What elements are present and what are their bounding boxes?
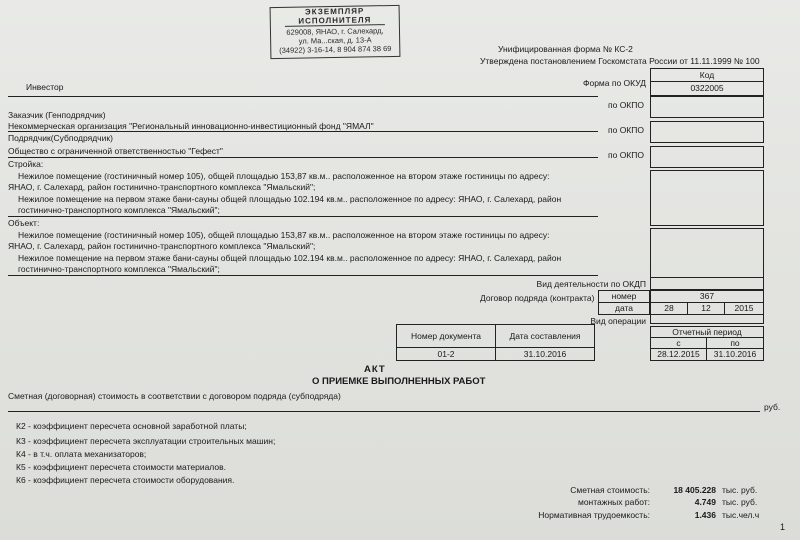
period-to-label: по: [706, 337, 764, 349]
labor-label: Нормативная трудоемкость:: [538, 510, 650, 520]
doc-date-header: Дата составления: [495, 324, 595, 348]
coef-k4: К4 - в т.ч. оплата механизаторов;: [16, 449, 147, 459]
approval-note: Утверждена постановлением Госкомстата России от 11.11.1999 № 100: [480, 56, 760, 66]
coef-k5: К5 - коэффициент пересчета стоимости материалов.: [16, 462, 226, 472]
form-name: Унифицированная форма № КС-2: [498, 44, 633, 54]
construction-item2-line2: гостинично-транспортного комплекса "Ямальский";: [18, 205, 220, 215]
total-cost-label: Сметная стоимость:: [570, 485, 650, 495]
doc-date-value: 31.10.2016: [495, 347, 595, 361]
object-item2-line1: Нежилое помещение на первом этаже бани-сауны общей площадью 102.194 кв.м.. расположенное по адресу: ЯНАО, г. Салехард, район: [18, 253, 562, 263]
estimate-line: [8, 411, 760, 412]
contract-day: 28: [650, 302, 688, 315]
activity-code-box: [650, 277, 764, 290]
period-from-value: 28.12.2015: [650, 348, 707, 361]
act-subtitle: О ПРИЕМКЕ ВЫПОЛНЕННЫХ РАБОТ: [312, 376, 486, 387]
stamp-line-2: ИСПОЛНИТЕЛЯ: [285, 15, 385, 27]
construction-item2-line1: Нежилое помещение на первом этаже бани-сауны общей площадью 102.194 кв.м.. расположенное по адресу: ЯНАО, г. Салехард, район: [18, 194, 562, 204]
okud-label: Форма по ОКУД: [583, 78, 646, 88]
estimate-label: Сметная (договорная) стоимость в соответствии с договором подряда (субподряда): [8, 391, 341, 401]
contract-date-label: дата: [598, 302, 650, 315]
coef-k3: К3 - коэффициент пересчета эксплуатации строительных машин;: [16, 436, 276, 446]
operation-code-box: [650, 314, 764, 324]
construction-label: Стройка:: [8, 159, 44, 169]
contractor-value: Общество с ограниченной ответственностью "Гефест": [8, 146, 223, 156]
okud-code: 0322005: [650, 81, 764, 96]
investor-line: [8, 96, 598, 97]
contract-month: 12: [687, 302, 725, 315]
customer-value: Некоммерческая организация "Региональный инновационно-инвестиционный фонд "ЯМАЛ": [8, 121, 374, 131]
stamp-line-5: (34922) 3-16-14, 8 904 874 38 69: [279, 44, 392, 55]
customer-label: Заказчик (Генподрядчик): [8, 110, 106, 120]
doc-number-header: Номер документа: [396, 324, 496, 348]
code-header: Код: [650, 68, 764, 82]
contract-label: Договор подряда (контракта): [480, 293, 595, 303]
coef-k2: К2 - коэффициент пересчета основной заработной платы;: [16, 421, 247, 431]
labor-value: 1.436: [694, 510, 716, 520]
period-from-label: с: [650, 337, 707, 349]
object-item1-line2: ЯНАО, г. Салехард, район гостинично-транспортного комплекса "Ямальский";: [8, 241, 316, 251]
object-item1-line1: Нежилое помещение (гостиничный номер 105), общей площадью 153,87 кв.м.. расположенное на втором этаже гостиницы по адресу:: [18, 230, 550, 240]
doc-number-value: 01-2: [396, 347, 496, 361]
stamp-line-1: ЭКЗЕМПЛЯР: [304, 6, 365, 17]
object-label: Объект:: [8, 218, 40, 228]
mount-value: 4.749: [694, 497, 716, 507]
investor-okpo-box: [650, 96, 764, 118]
mount-unit: тыс. руб.: [722, 497, 758, 507]
customer-okpo-label: по ОКПО: [608, 125, 644, 135]
act-title: АКТ: [364, 364, 386, 375]
construction-line: [8, 216, 598, 217]
coef-k6: К6 - коэффициент пересчета стоимости оборудования.: [16, 475, 235, 485]
construction-item1-line1: Нежилое помещение (гостиничный номер 105), общей площадью 153,87 кв.м.. расположенное на втором этаже гостиницы по адресу:: [18, 171, 550, 181]
period-to-value: 31.10.2016: [706, 348, 764, 361]
contract-number-label: номер: [598, 290, 650, 303]
activity-label: Вид деятельности по ОКДП: [536, 279, 646, 289]
contract-year: 2015: [724, 302, 764, 315]
investor-okpo-label: по ОКПО: [608, 100, 644, 110]
contractor-line: [8, 157, 598, 158]
stamp-line-3: 629008, ЯНАО, г. Салехард,: [286, 26, 384, 37]
stamp-line-4: ул. Ма...ская, д. 13-А: [298, 35, 372, 46]
contractor-okpo-label: по ОКПО: [608, 150, 644, 160]
contractor-okpo-box: [650, 146, 764, 168]
page-number: 1: [780, 522, 786, 532]
period-header: Отчетный период: [650, 326, 764, 338]
mount-label: монтажных работ:: [577, 497, 650, 507]
contractor-stamp: [270, 5, 401, 59]
total-cost-value: 18 405.228: [673, 485, 716, 495]
object-code-box: [650, 228, 764, 278]
object-line: [8, 275, 598, 276]
estimate-unit: руб.: [764, 402, 781, 412]
customer-line: [8, 131, 598, 132]
construction-code-box: [650, 170, 764, 226]
contractor-label: Подрядчик(Субподрядчик): [8, 133, 113, 143]
customer-okpo-box: [650, 121, 764, 143]
contract-number-value: 367: [650, 290, 764, 303]
construction-item1-line2: ЯНАО, г. Салехард, район гостинично-транспортного комплекса "Ямальский";: [8, 182, 316, 192]
total-cost-unit: тыс. руб.: [722, 485, 758, 495]
operation-label: Вид операции: [590, 316, 646, 326]
object-item2-line2: гостинично-транспортного комплекса "Ямальский";: [18, 264, 220, 274]
investor-label: Инвестор: [26, 82, 64, 92]
labor-unit: тыс.чел.ч: [722, 510, 760, 520]
